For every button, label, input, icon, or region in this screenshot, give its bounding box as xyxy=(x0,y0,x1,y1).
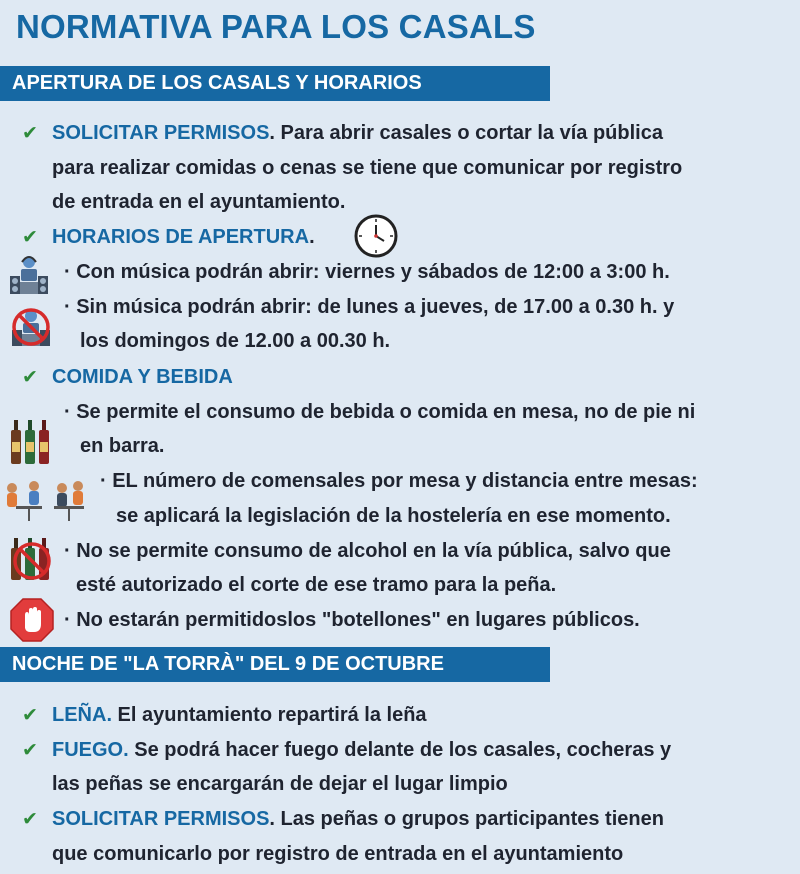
fuego-text-2: las peñas se encargarán de dejar el lugar limpio xyxy=(52,773,508,795)
check-icon: ✔ xyxy=(22,367,38,388)
check-icon: ✔ xyxy=(22,740,38,761)
alcohol-text-2: esté autorizado el corte de ese tramo para la peña. xyxy=(76,574,557,596)
horarios-dot: . xyxy=(309,226,315,248)
clock-icon xyxy=(354,214,398,258)
dj-music-icon xyxy=(8,254,50,296)
mesa-text-1: · Se permite el consumo de bebida o comida en mesa, no de pie ni xyxy=(64,401,696,423)
alcohol-text-1: · No se permite consumo de alcohol en la vía pública, salvo que xyxy=(64,540,671,562)
permisos2-label: SOLICITAR PERMISOS xyxy=(52,808,270,830)
lena-text: El ayuntamiento repartirá la leña xyxy=(112,704,427,726)
bottles-icon xyxy=(10,420,54,466)
check-icon: ✔ xyxy=(22,705,38,726)
permisos2-text: . Las peñas o grupos participantes tienen xyxy=(269,808,664,830)
no-alcohol-icon xyxy=(10,536,54,582)
mesa-text-2: en barra. xyxy=(80,435,165,457)
permisos-item xyxy=(52,121,663,145)
page-title: NORMATIVA PARA LOS CASALS xyxy=(16,8,536,45)
comensales-text-2: se aplicará la legislación de la hostelería en ese momento. xyxy=(116,505,671,527)
horarios-label: HORARIOS DE APERTURA xyxy=(52,226,310,248)
stop-hand-icon xyxy=(10,598,54,642)
horarios-item xyxy=(52,225,315,249)
sin-musica-text-1: · Sin música podrán abrir: de lunes a jueves, de 17.00 a 0.30 h. y xyxy=(64,296,675,318)
diners-icon xyxy=(2,478,90,522)
permisos-text: . Para abrir casales o cortar la vía pública xyxy=(269,122,663,144)
fuego-text: Se podrá hacer fuego delante de los casales, cocheras y xyxy=(128,739,672,761)
lena-label: LEÑA. xyxy=(52,704,112,726)
section-heading-torra: NOCHE DE "LA TORRÀ" DEL 9 DE OCTUBRE xyxy=(0,647,550,682)
permisos2-item xyxy=(52,807,664,831)
comensales-text-1: · EL número de comensales por mesa y distancia entre mesas: xyxy=(100,470,698,492)
permisos-text-2: para realizar comidas o cenas se tiene que comunicar por registro xyxy=(52,157,683,179)
fuego-label: FUEGO. xyxy=(52,739,129,761)
comida-label: COMIDA Y BEBIDA xyxy=(52,366,233,388)
check-icon: ✔ xyxy=(22,809,38,830)
permisos-label: SOLICITAR PERMISOS xyxy=(52,122,270,144)
check-icon: ✔ xyxy=(22,123,38,144)
no-music-icon xyxy=(10,306,52,348)
con-musica-text: · Con música podrán abrir: viernes y sábados de 12:00 a 3:00 h. xyxy=(64,261,670,283)
botellones-text: · No estarán permitidoslos "botellones" en lugares públicos. xyxy=(64,609,640,631)
permisos-text-3: de entrada en el ayuntamiento. xyxy=(52,191,346,213)
section-heading-apertura: APERTURA DE LOS CASALS Y HORARIOS xyxy=(0,66,550,101)
check-icon: ✔ xyxy=(22,227,38,248)
fuego-item xyxy=(52,738,671,762)
permisos2-text-2: que comunicarlo por registro de entrada en el ayuntamiento xyxy=(52,843,624,865)
lena-item xyxy=(52,703,427,727)
sin-musica-text-2: los domingos de 12.00 a 00.30 h. xyxy=(80,330,391,352)
